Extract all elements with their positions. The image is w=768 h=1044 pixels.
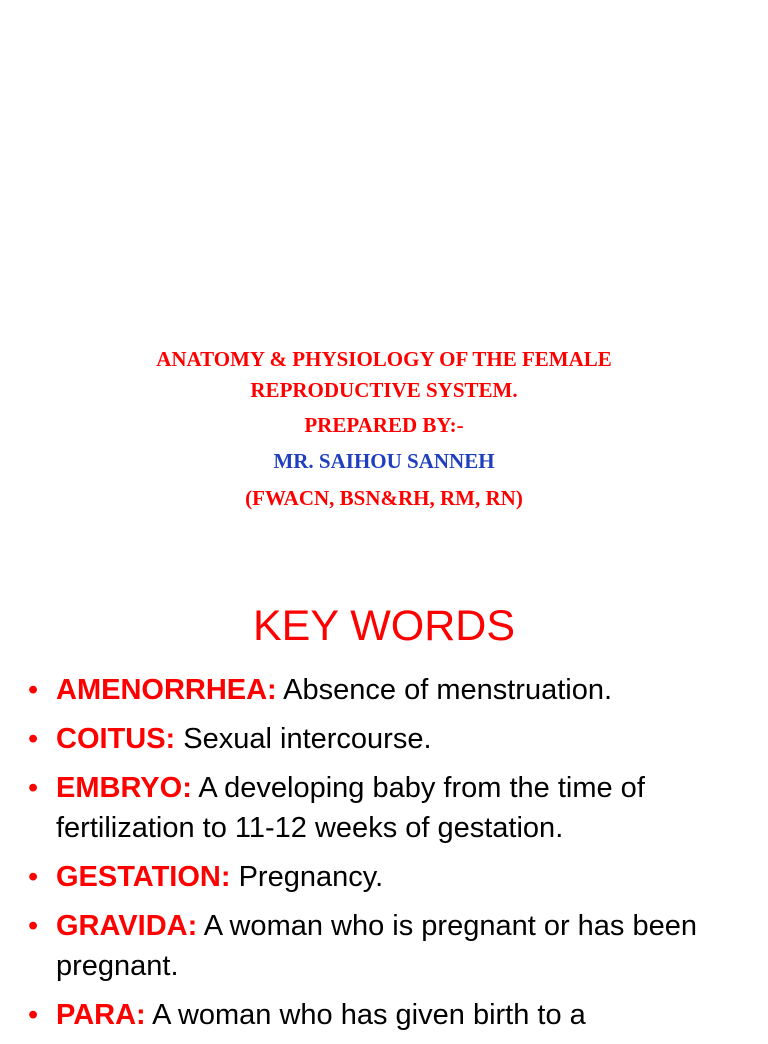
author-name: MR. SAIHOU SANNEH <box>273 449 495 473</box>
key-word-term: COITUS: <box>56 723 176 755</box>
bullet-icon: • <box>28 999 39 1031</box>
key-word-term: PARA: <box>56 999 146 1031</box>
title-line-1: ANATOMY & PHYSIOLOGY OF THE FEMALE <box>156 347 612 371</box>
key-word-item-amenorrhea <box>0 670 768 710</box>
key-word-definition: Pregnancy. <box>230 861 384 893</box>
title-line-2: REPRODUCTIVE SYSTEM. <box>250 378 518 402</box>
bullet-icon: • <box>28 723 39 755</box>
key-word-definition: Sexual intercourse. <box>175 723 432 755</box>
author-credentials: (FWACN, BSN&RH, RM, RN) <box>245 486 523 510</box>
key-words-list <box>0 670 768 1044</box>
key-word-item-gravida <box>0 906 768 986</box>
key-word-term: AMENORRHEA: <box>56 674 277 706</box>
bullet-icon: • <box>28 674 39 706</box>
key-word-item-embryo <box>0 768 768 848</box>
prepared-by-label: PREPARED BY:- <box>304 413 464 437</box>
key-word-item-coitus <box>0 719 768 759</box>
key-word-definition: Absence of menstruation. <box>276 674 613 706</box>
key-word-item-para <box>0 995 768 1035</box>
title-block <box>0 344 768 514</box>
key-word-definition: A woman who is pregnant or has been pregnant. <box>56 910 698 982</box>
bullet-icon: • <box>28 861 39 893</box>
key-word-term: GRAVIDA: <box>56 910 198 942</box>
key-word-term: EMBRYO: <box>56 772 192 804</box>
key-word-definition: A developing baby from the time of fertilization to 11-12 weeks of gestation. <box>56 772 645 844</box>
key-word-definition: A woman who has given birth to a <box>145 999 586 1031</box>
key-words-heading: KEY WORDS <box>252 602 516 650</box>
bullet-icon: • <box>28 910 39 942</box>
key-word-term: GESTATION: <box>56 861 231 893</box>
key-word-item-gestation <box>0 857 768 897</box>
bullet-icon: • <box>28 772 39 804</box>
